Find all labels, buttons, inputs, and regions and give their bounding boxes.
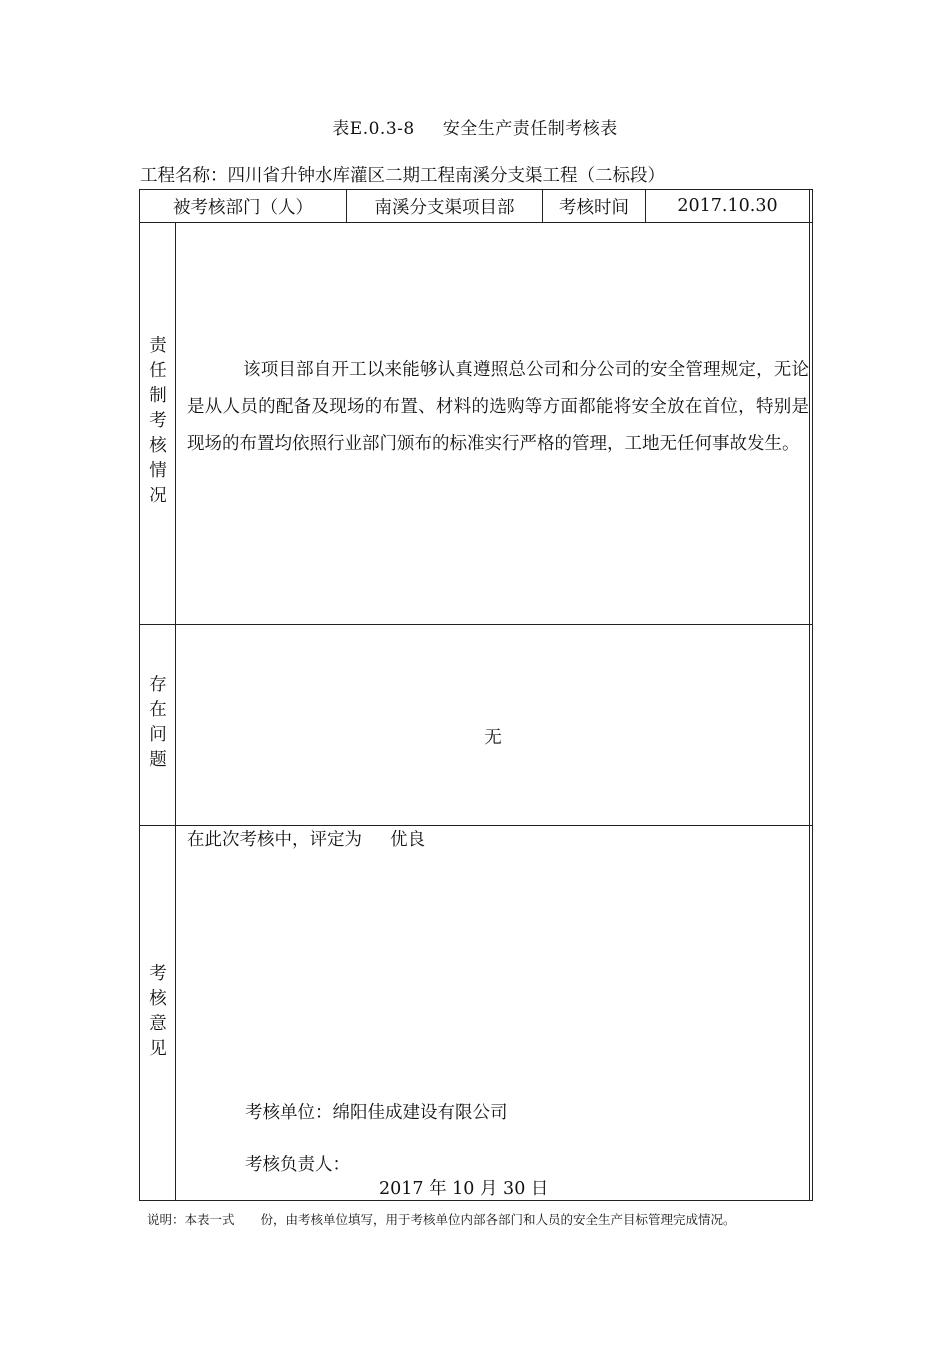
table-border-right [809, 189, 810, 1201]
form-code: 表E.0.3-8 [332, 119, 415, 139]
label-char: 考 [149, 964, 167, 984]
note-prefix: 说明：本表一式 [147, 1212, 235, 1227]
dept-value: 南溪分支渠项目部 [374, 197, 515, 218]
assessment-leader-line [245, 1151, 350, 1176]
label-char: 在 [149, 700, 167, 720]
rating-prefix: 在此次考核中，评定为 [187, 830, 362, 850]
dept-label: 被考核部门（人） [173, 197, 313, 218]
label-char: 题 [149, 750, 167, 770]
time-value: 2017.10.30 [677, 196, 778, 216]
label-char: 意 [149, 1014, 167, 1034]
responsibility-assessment-text: 该项目部自开工以来能够认真遵照总公司和分公司的安全管理规定，无论是从人员的配备及现场的布置、材料的选购等方面都能将安全放在首位，特别是现场的布置均依照行业部门颁布的标准实行严格的管理，工地无任何事故发生。 [187, 360, 809, 454]
leader-label: 考核负责人： [245, 1155, 350, 1175]
dept-label-cell [140, 190, 346, 222]
label-char: 情 [149, 461, 167, 481]
issues-text: 无 [484, 728, 502, 748]
label-char: 任 [149, 361, 167, 381]
opinion-section-label [140, 962, 176, 1062]
label-char: 见 [149, 1039, 167, 1059]
label-char: 存 [149, 675, 167, 695]
project-name-value: 四川省升钟水库灌区二期工程南溪分支渠工程（二标段） [227, 166, 665, 186]
label-char: 责 [149, 336, 167, 356]
form-name: 安全生产责任制考核表 [442, 119, 618, 139]
responsibility-section-label [140, 334, 176, 509]
unit-value: 绵阳佳成建设有限公司 [332, 1103, 508, 1123]
note-suffix: 份，由考核单位填写，用于考核单位内部各部门和人员的安全生产目标管理完成情况。 [260, 1212, 736, 1227]
issues-section-label [140, 673, 176, 773]
document-title [0, 114, 950, 139]
dept-value-cell [347, 190, 542, 222]
table-divider-header [139, 222, 812, 223]
form-note [147, 1210, 736, 1228]
label-char: 问 [149, 725, 167, 745]
label-char: 况 [149, 486, 167, 506]
unit-label: 考核单位： [245, 1103, 333, 1123]
assessing-unit-line [245, 1099, 508, 1124]
project-name-line [140, 162, 665, 187]
rating-line [187, 826, 425, 851]
label-char: 制 [149, 386, 167, 406]
table-divider-responsibility [139, 624, 812, 625]
table-border-bottom [139, 1200, 812, 1201]
project-name-label: 工程名称： [140, 166, 228, 186]
label-char: 考 [149, 411, 167, 431]
assessment-date: 2017 年 10 月 30 日 [379, 1179, 549, 1199]
label-char: 核 [149, 989, 167, 1009]
time-label-cell [543, 190, 645, 222]
rating-value: 优良 [390, 830, 425, 850]
table-border-right-outer [812, 189, 813, 1201]
time-value-cell [646, 190, 809, 222]
time-label: 考核时间 [559, 197, 629, 218]
label-char: 核 [149, 436, 167, 456]
